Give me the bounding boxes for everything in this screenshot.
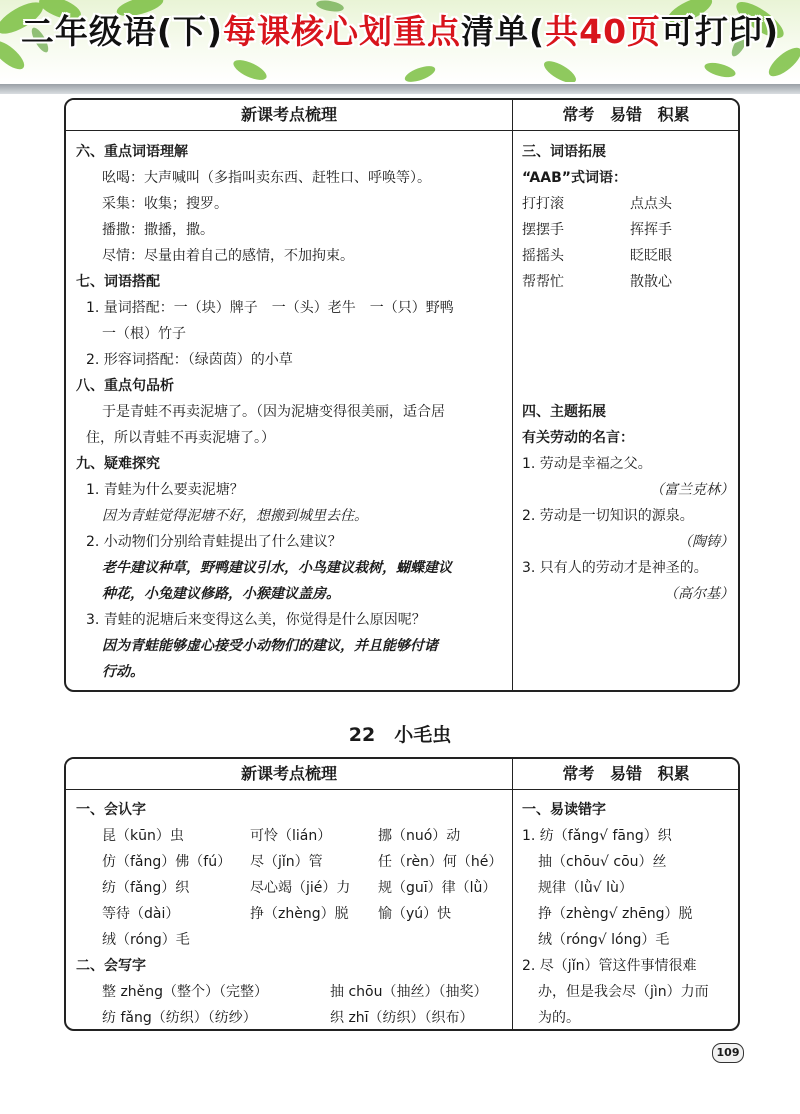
collocation-line: 1. 量词搭配：一（块）牌子 一（头）老牛 一（只）野鸭 <box>86 300 454 316</box>
sentence-analysis: 于是青蛙不再卖泥塘了。（因为泥塘变得很美丽，适合居 <box>102 404 445 420</box>
misread-char: 规律（lǜ√ lù） <box>538 880 633 896</box>
aab-word: 打打滚 <box>522 196 564 212</box>
box-header-right: 常考 易错 积累 <box>562 105 690 124</box>
char-pinyin: 等待（dài） <box>102 906 180 922</box>
box-header <box>66 100 738 131</box>
section-heading: 八、重点句品析 <box>76 378 174 394</box>
section-heading: 四、主题拓展 <box>522 404 606 420</box>
example-sentence: 办，但是我会尽（jìn）力而 <box>538 984 709 1000</box>
collocation-line: 一（根）竹子 <box>102 326 186 342</box>
char-pinyin: 愉（yú）快 <box>378 906 452 922</box>
write-char: 整 zhěng（整个）（完整） <box>102 984 269 1000</box>
box-header-right: 常考 易错 积累 <box>562 764 690 783</box>
quote: 2. 劳动是一切知识的源泉。 <box>522 508 694 524</box>
write-char: 纺 fǎng（纺织）（纺纱） <box>102 1010 257 1026</box>
section-heading: 二、会写字 <box>76 958 146 974</box>
page-number: 109 <box>712 1043 744 1063</box>
word-definition: 吆喝：大声喊叫（多指叫卖东西、赶牲口、呼唤等）。 <box>102 170 431 186</box>
answer: 因为青蛙能够虚心接受小动物们的建议，并且能够付诸 <box>102 638 438 654</box>
review-box-lesson-22 <box>64 757 740 1031</box>
char-pinyin: 挪（nuó）动 <box>378 828 461 844</box>
char-pinyin: 规（guī）律（lǜ） <box>378 880 497 896</box>
aab-word: 散散心 <box>630 274 672 290</box>
box-header <box>66 759 738 790</box>
example-sentence: 2. 尽（jǐn）管这件事情很难 <box>522 958 697 974</box>
question: 2. 小动物们分别给青蛙提出了什么建议？ <box>86 534 342 550</box>
char-pinyin: 纺（fǎng）织 <box>102 880 190 896</box>
misread-char: 1. 纺（fǎng√ fāng）织 <box>522 828 672 844</box>
char-pinyin: 仿（fǎng）佛（fú） <box>102 854 232 870</box>
char-pinyin: 任（rèn）何（hé） <box>378 854 503 870</box>
collocation-line: 2. 形容词搭配：（绿茵茵）的小草 <box>86 352 293 368</box>
quote-author: （陶铸） <box>678 534 734 550</box>
char-pinyin: 尽（jǐn）管 <box>250 854 323 870</box>
quote-author: （高尔基） <box>664 586 734 602</box>
answer: 行动。 <box>102 664 144 680</box>
lesson-title: 22 小毛虫 <box>348 724 452 746</box>
subheading: 有关劳动的名言： <box>522 430 634 446</box>
char-pinyin: 昆（kūn）虫 <box>102 828 184 844</box>
box-header-left: 新课考点梳理 <box>240 764 337 783</box>
column-divider <box>512 759 513 1029</box>
section-heading: 一、易读错字 <box>522 802 606 818</box>
aab-word: 摆摆手 <box>522 222 564 238</box>
column-divider <box>512 100 513 690</box>
answer: 因为青蛙觉得泥塘不好，想搬到城里去住。 <box>102 508 368 524</box>
aab-word: 点点头 <box>630 196 672 212</box>
char-pinyin: 绒（róng）毛 <box>102 932 190 948</box>
box-header-left: 新课考点梳理 <box>240 105 337 124</box>
quote: 3. 只有人的劳动才是神圣的。 <box>522 560 708 576</box>
misread-char: 挣（zhèng√ zhēng）脱 <box>538 906 693 922</box>
char-pinyin: 尽心竭（jié）力 <box>250 880 351 896</box>
review-box-lesson-21 <box>64 98 740 692</box>
answer: 老牛建议种草，野鸭建议引水，小鸟建议栽树，蝴蝶建议 <box>102 560 452 576</box>
aab-word: 眨眨眼 <box>630 248 672 264</box>
word-definition: 播撒：撒播，撒。 <box>102 222 214 238</box>
banner-title: 二年级语(下)每课核心划重点清单(共40页可打印) <box>20 12 780 51</box>
word-definition: 采集：收集；搜罗。 <box>102 196 228 212</box>
section-heading: 三、词语拓展 <box>522 144 606 160</box>
quote-author: （富兰克林） <box>650 482 734 498</box>
write-char: 抽 chōu（抽丝）（抽奖） <box>330 984 488 1000</box>
section-heading: 六、重点词语理解 <box>76 144 188 160</box>
write-char: 织 zhī（纺织）（织布） <box>330 1010 474 1026</box>
char-pinyin: 挣（zhèng）脱 <box>250 906 349 922</box>
subheading: “AAB”式词语： <box>522 170 627 186</box>
section-heading: 九、疑难探究 <box>76 456 160 472</box>
question: 1. 青蛙为什么要卖泥塘？ <box>86 482 244 498</box>
banner-divider <box>0 84 800 94</box>
aab-word: 帮帮忙 <box>522 274 564 290</box>
example-sentence: 为的。 <box>538 1010 580 1026</box>
aab-word: 摇摇头 <box>522 248 564 264</box>
section-heading: 七、词语搭配 <box>76 274 160 290</box>
section-heading: 一、会认字 <box>76 802 146 818</box>
question: 3. 青蛙的泥塘后来变得这么美，你觉得是什么原因呢？ <box>86 612 426 628</box>
char-pinyin: 可怜（lián） <box>250 828 332 844</box>
word-definition: 尽情：尽量由着自己的感情，不加拘束。 <box>102 248 354 264</box>
quote: 1. 劳动是幸福之父。 <box>522 456 652 472</box>
answer: 种花，小兔建议修路，小猴建议盖房。 <box>102 586 340 602</box>
aab-word: 挥挥手 <box>630 222 672 238</box>
header-banner <box>0 0 800 82</box>
misread-char: 绒（róng√ lóng）毛 <box>538 932 670 948</box>
sentence-analysis: 住，所以青蛙不再卖泥塘了。） <box>86 430 275 446</box>
misread-char: 抽（chōu√ cōu）丝 <box>538 854 667 870</box>
